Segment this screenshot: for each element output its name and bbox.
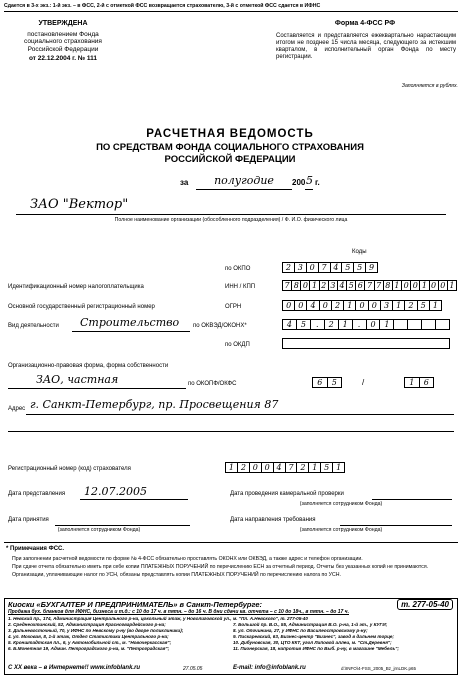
inn-label: Идентификационный номер налогоплательщика [8,284,144,290]
note-item: Организации, уплачивающие налог по УСН, обязаны представлять копии ПЛАТЕЖНЫХ ПОРУЧЕНИЙ по перечислению налога по УСН. [12,572,341,579]
code-cell[interactable]: 1 [393,281,402,290]
approval-line-1: постановлением Фонда [27,30,99,38]
request-caption: (заполняется сотрудником Фонда) [299,527,383,533]
code-cell[interactable]: 7 [365,281,374,290]
code-cell[interactable]: 4 [283,320,297,329]
code-cell[interactable]: 2 [238,463,250,472]
code-cell[interactable]: 0 [411,281,420,290]
okopf-cells[interactable] [312,377,342,388]
code-cell[interactable]: 1 [380,320,394,329]
reg-number-label: Регистрационный номер (код) страхователя [8,466,131,472]
code-cell[interactable]: 0 [430,281,439,290]
period-prefix: за [180,178,189,187]
period-year-digit[interactable]: 5 [306,174,313,187]
approval-line-3: Российской Федерации [27,45,99,53]
header-note: Сдается в 3-х экз.: 1-й экз. – в ФСС, 2-й с отметкой ФСС возвращается страхователю, 3-й с отметкой ФСС сдается в ИФНС [4,3,321,9]
note-item: При сдаче отчета обязательно иметь при себе копии ПЛАТЕЖНЫХ ПОРУЧЕНИЙ по перечислению ЕСН за отчетный период. Отчеты без указанных копий не принимаются. [12,564,429,571]
code-cell[interactable]: 0 [356,301,368,310]
ad-address: 1. Невский пр., 174, Администрация Центрального р-на, цокольный этаж, у Новолиговской ул., м. "Пл. А.Невского", т. 277-05-40 [8,616,308,621]
code-cell[interactable]: 3 [329,281,338,290]
code-cell[interactable]: 2 [297,463,309,472]
form-description: Составляется и представляется ежеквартально нарастающим итогом не позднее 15 числа месяца, следующего за истекшим кварталом, в исполнительный орган Фонда по месту регистрации. [276,33,456,60]
approval-date: от 22.12.2004 г. № 111 [29,55,97,63]
okpo-label: по ОКПО [225,266,251,272]
okfs-cells[interactable] [404,377,434,388]
ad-phone: т. 277-05-40 [397,599,453,610]
inn-code: ИНН / КПП [225,284,256,290]
units-note: Заполняется в рублях. [401,83,458,89]
code-cell[interactable]: 0 [283,301,295,310]
legal-form-value[interactable]: ЗАО, частная [36,373,119,386]
okopf-okfs-separator: / [362,378,365,387]
code-cell[interactable]: 8 [292,281,301,290]
code-cell[interactable]: 0 [301,281,310,290]
ad-address: 5. Кронштадтская пл., 6, у Автомобильной ст., м. "Новочеркасская"; [8,640,172,645]
inspection-label: Дата проведения камеральной проверки [230,491,344,497]
code-cell[interactable]: 0 [295,301,307,310]
ad-title: Киоски «БУХГАЛТЕР И ПРЕДПРИНИМАТЕЛЬ» в Санкт-Петербурге: [8,600,263,609]
code-cell[interactable]: . [311,320,325,329]
approval-title: УТВЕРЖДЕНА [38,20,88,27]
code-cell[interactable]: 7 [286,463,298,472]
code-cell[interactable]: 1 [336,463,342,472]
inn-cells[interactable] [282,280,457,291]
okpo-cells[interactable] [282,262,378,273]
code-cell[interactable]: 1 [309,463,321,472]
code-cell[interactable]: 1 [310,281,319,290]
code-cell[interactable]: 2 [325,320,339,329]
title-line-2: ПО СРЕДСТВАМ ФОНДА СОЦИАЛЬНОГО СТРАХОВАНИЯ [96,142,364,153]
ad-address: 4. ул. Моховая, 8, 1-й этаж, Отдел Статистики Центрального р-на; [8,634,169,639]
org-name[interactable]: ЗАО "Вектор" [30,197,129,212]
code-cell[interactable]: 1 [226,463,238,472]
code-cell[interactable]: 7 [375,281,384,290]
code-cell[interactable]: 5 [342,263,354,272]
ad-website: С XX века – в Интернете!! www.infoblank.ru [8,665,141,671]
code-cell[interactable]: 1 [339,320,353,329]
ad-address: 7. Большой пр. В.О., 55, Администрация В.О. р-на, 1-й эт., у КУГИ; [233,622,388,627]
code-cell[interactable]: 6 [423,378,429,387]
period-value[interactable]: полугодие [214,174,274,187]
ad-address: 8. ул. Опочинина, 27, у ИФНС по Василеостровскому р-ну; [233,628,368,633]
code-cell[interactable]: 4 [331,263,343,272]
code-cell[interactable]: 0 [402,281,411,290]
ad-address: 9. Пискаревский, 63, Бизнес-центр "Бизнес", завод в дальнем торце; [233,634,394,639]
code-cell[interactable]: 5 [331,378,337,387]
ad-right-column [233,622,457,652]
code-cell[interactable]: 5 [418,301,430,310]
code-cell[interactable]: 4 [338,281,347,290]
form-name: Форма 4-ФСС РФ [334,20,396,27]
code-cell[interactable]: 1 [344,301,356,310]
code-cell[interactable]: 7 [319,263,331,272]
code-cell[interactable]: 4 [274,463,286,472]
ad-address: 2. Среднеохтинский, 52, Администрация Красногвардейского р-на; [8,622,166,627]
code-cell[interactable]: 2 [320,281,329,290]
code-cell[interactable]: 1 [432,301,438,310]
code-cell[interactable]: 0 [250,463,262,472]
code-cell[interactable]: 7 [283,281,292,290]
code-cell[interactable]: 3 [381,301,393,310]
submission-value[interactable]: 12.07.2005 [84,485,147,498]
ad-address: 3. Дальневосточный, 70, у ИФНС по Невскому р-ну (во дворе поликлиники); [8,628,184,633]
code-cell[interactable]: 5 [297,320,311,329]
period-year-prefix: 200 [292,178,306,187]
activity-value[interactable]: Строительство [80,316,180,329]
code-cell[interactable]: 3 [295,263,307,272]
reg-number-cells[interactable] [225,462,345,473]
code-cell[interactable]: 0 [439,281,448,290]
okdp-label: по ОКДП [225,342,250,348]
codes-header: Коды [352,249,367,255]
ogrn-cells[interactable] [282,300,442,311]
code-cell[interactable]: 6 [313,378,328,387]
code-cell[interactable]: . [353,320,367,329]
ad-email: E-mail: info@infoblank.ru [233,665,306,671]
code-cell[interactable]: 4 [307,301,319,310]
legal-form-code: по ОКОПФ/ОКФС [188,381,237,387]
code-cell[interactable]: 2 [332,301,344,310]
activity-code: по ОКВЭД/ОКОНХ* [193,323,247,329]
activity-cells[interactable] [282,319,450,330]
title-line-1: РАСЧЕТНАЯ ВЕДОМОСТЬ [146,128,314,140]
okdp-cells[interactable] [282,338,450,349]
code-cell[interactable]: 6 [356,281,365,290]
ad-address: 6. Б.Монетная 19, Админ. Петроградского р-на, м. "Петроградская"; [8,646,170,651]
request-label: Дата направления требования [230,517,316,523]
approval-line-2: социального страхования [24,38,102,46]
code-cell[interactable] [436,320,449,329]
notes-list [12,556,456,579]
kiosk-advert [4,598,458,675]
code-cell[interactable]: 5 [347,281,356,290]
address-label: Адрес [8,406,26,412]
code-cell[interactable] [394,320,408,329]
ad-subtitle: Продажа бух. бланков для ИФНС, бизнеса и т.д.: с 10 до 17 ч. в пятн. – до 16 ч. В дни сдачи кв. отчета – с 10 до 18ч., в пятн. – до 17 ч. [8,609,349,615]
ogrn-label: Основной государственный регистрационный номер [8,304,155,310]
legal-form-label: Организационно-правовая форма, форма собственности [8,363,169,369]
code-cell[interactable]: 0 [367,320,381,329]
ad-date: 27.05.05 [183,666,203,672]
code-cell[interactable]: 1 [420,281,429,290]
ad-address: 11. Пионерская, 18, напротив ИФНС по Выб. р-ну, в магазине "Мебель"; [233,646,399,651]
code-cell[interactable]: 8 [384,281,393,290]
acceptance-label: Дата принятия [8,517,49,523]
acceptance-caption: (заполняется сотрудником Фонда) [57,527,141,533]
code-cell[interactable]: 5 [321,463,333,472]
code-cell[interactable]: 1 [405,378,420,387]
code-cell[interactable]: 0 [369,301,381,310]
period-suffix: г. [315,178,320,187]
org-name-caption: Полное наименование организации (обособленного подразделения) / Ф. И.О. физического лица [114,217,348,223]
notes-title: * Примечания ФСС. [6,546,65,552]
code-cell[interactable]: 5 [354,263,366,272]
activity-label: Вид деятельности [8,323,59,329]
address-value[interactable]: г. Санкт-Петербург, пр. Просвещения 87 [30,398,279,411]
title-line-3: РОССИЙСКОЙ ФЕДЕРАЦИИ [164,154,296,165]
inspection-caption: (заполняется сотрудником Фонда) [299,501,383,507]
note-item: При заполнении расчетной ведомости по форме № 4-ФСС обязательно проставлять ОКОНХ или ОКВЭД, а также адрес и телефон организации. [12,556,363,562]
submission-label: Дата представления [8,491,66,497]
ogrn-code: ОГРН [225,304,242,310]
code-cell[interactable]: 0 [320,301,332,310]
approval-block [4,20,122,63]
code-cell[interactable]: 0 [307,263,319,272]
ad-file-code: d:\INFO\4-FSS_2005_Bz_jrnLDK.p65 [341,666,417,671]
code-cell[interactable]: 0 [262,463,274,472]
ad-address: 10. Дибуновская, 30, ЦТО ККТ, угол Липовой аллеи, м. "Ст.Деревня"; [233,640,392,645]
code-cell[interactable]: 1 [393,301,405,310]
code-cell[interactable]: 1 [449,281,455,290]
code-cell[interactable]: 2 [405,301,417,310]
code-cell[interactable]: 9 [369,263,375,272]
code-cell[interactable] [422,320,436,329]
code-cell[interactable] [408,320,422,329]
code-cell[interactable]: 2 [283,263,295,272]
